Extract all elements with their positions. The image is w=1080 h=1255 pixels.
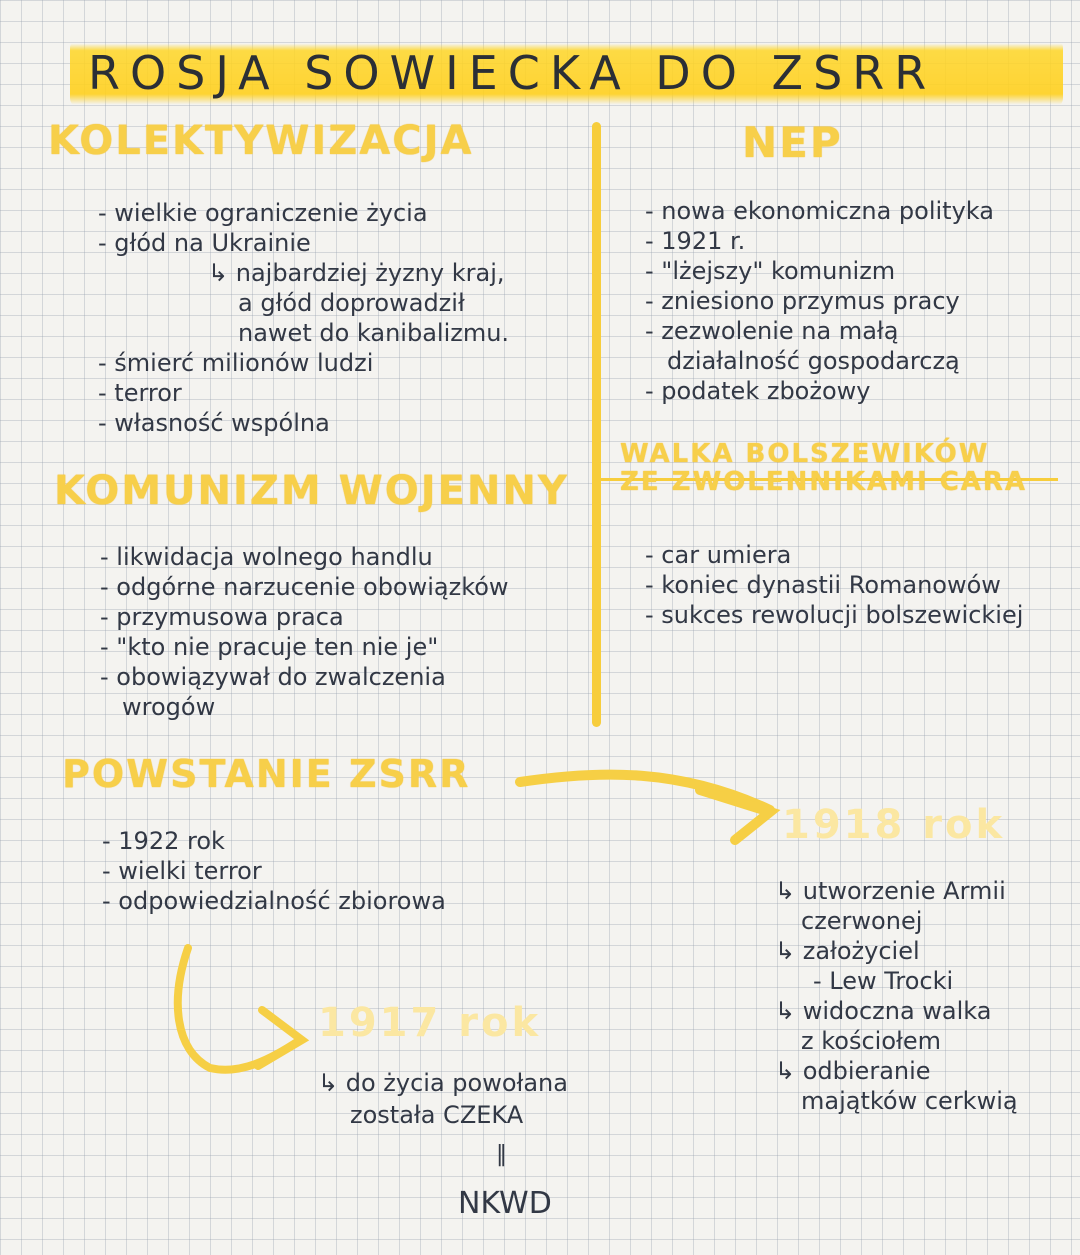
- list-item: - 1922 rok: [102, 827, 225, 855]
- list-item: - głód na Ukrainie: [98, 229, 311, 257]
- list-item: - Lew Trocki: [813, 967, 954, 995]
- list-item: wrogów: [122, 693, 216, 721]
- list-item: - śmierć milionów ludzi: [98, 349, 374, 377]
- kolektywizacja-heading: KOLEKTYWIZACJA: [48, 118, 474, 164]
- walka-heading-line1: WALKA BOLSZEWIKÓW: [620, 439, 990, 469]
- list-item: - odpowiedzialność zbiorowa: [102, 887, 446, 915]
- page-title: ROSJA SOWIECKA DO ZSRR: [70, 38, 1063, 108]
- list-item: z kościołem: [801, 1027, 941, 1055]
- list-item: - własność wspólna: [98, 409, 330, 437]
- list-item: - likwidacja wolnego handlu: [100, 543, 433, 571]
- list-item: - 1921 r.: [645, 227, 746, 255]
- nkwd-label: NKWD: [458, 1186, 552, 1221]
- list-item: ↳ utworzenie Armii: [775, 877, 1006, 905]
- year-1918: 1918 rok: [782, 802, 1006, 848]
- list-item: - odgórne narzucenie obowiązków: [100, 573, 509, 601]
- komunizm-heading: KOMUNIZM WOJENNY: [54, 468, 569, 514]
- list-item: ↳ odbieranie: [775, 1057, 931, 1085]
- rok1918-list: [775, 876, 1018, 1116]
- list-item: - wielki terror: [102, 857, 262, 885]
- equals-mark: ‖: [496, 1142, 507, 1167]
- list-item: - obowiązywał do zwalczenia: [100, 663, 446, 691]
- list-item: działalność gospodarczą: [667, 347, 960, 375]
- list-item: - nowa ekonomiczna polityka: [645, 197, 994, 225]
- walka-heading-line2: ZE ZWOLENNIKAMI CARA: [620, 467, 1028, 497]
- list-item: ↳ najbardziej żyzny kraj,: [208, 259, 505, 287]
- czeka-line1: ↳ do życia powołana: [318, 1069, 568, 1097]
- list-item: - zezwolenie na małą: [645, 317, 899, 345]
- list-item: - car umiera: [645, 541, 792, 569]
- list-item: ↳ widoczna walka: [775, 997, 992, 1025]
- arrow-head-1917: [258, 1010, 302, 1066]
- list-item: - "lżejszy" komunizm: [645, 257, 896, 285]
- list-item: - przymusowa praca: [100, 603, 344, 631]
- arrow-head-1918: [700, 790, 770, 840]
- year-1917: 1917 rok: [318, 1000, 542, 1046]
- list-item: ↳ założyciel: [775, 937, 920, 965]
- czeka-line2: została CZEKA: [350, 1101, 524, 1129]
- nep-heading: NEP: [742, 118, 843, 167]
- list-item: - terror: [98, 379, 182, 407]
- list-item: - podatek zbożowy: [645, 377, 871, 405]
- powstanie-heading: POWSTANIE ZSRR: [62, 752, 471, 796]
- list-item: - sukces rewolucji bolszewickiej: [645, 601, 1024, 629]
- list-item: czerwonej: [801, 907, 923, 935]
- list-item: nawet do kanibalizmu.: [238, 319, 510, 347]
- list-item: - koniec dynastii Romanowów: [645, 571, 1001, 599]
- list-item: - zniesiono przymus pracy: [645, 287, 960, 315]
- list-item: a głód doprowadził: [238, 289, 465, 317]
- list-item: majątków cerkwią: [801, 1087, 1018, 1115]
- list-item: - "kto nie pracuje ten nie je": [100, 633, 439, 661]
- list-item: - wielkie ograniczenie życia: [98, 199, 428, 227]
